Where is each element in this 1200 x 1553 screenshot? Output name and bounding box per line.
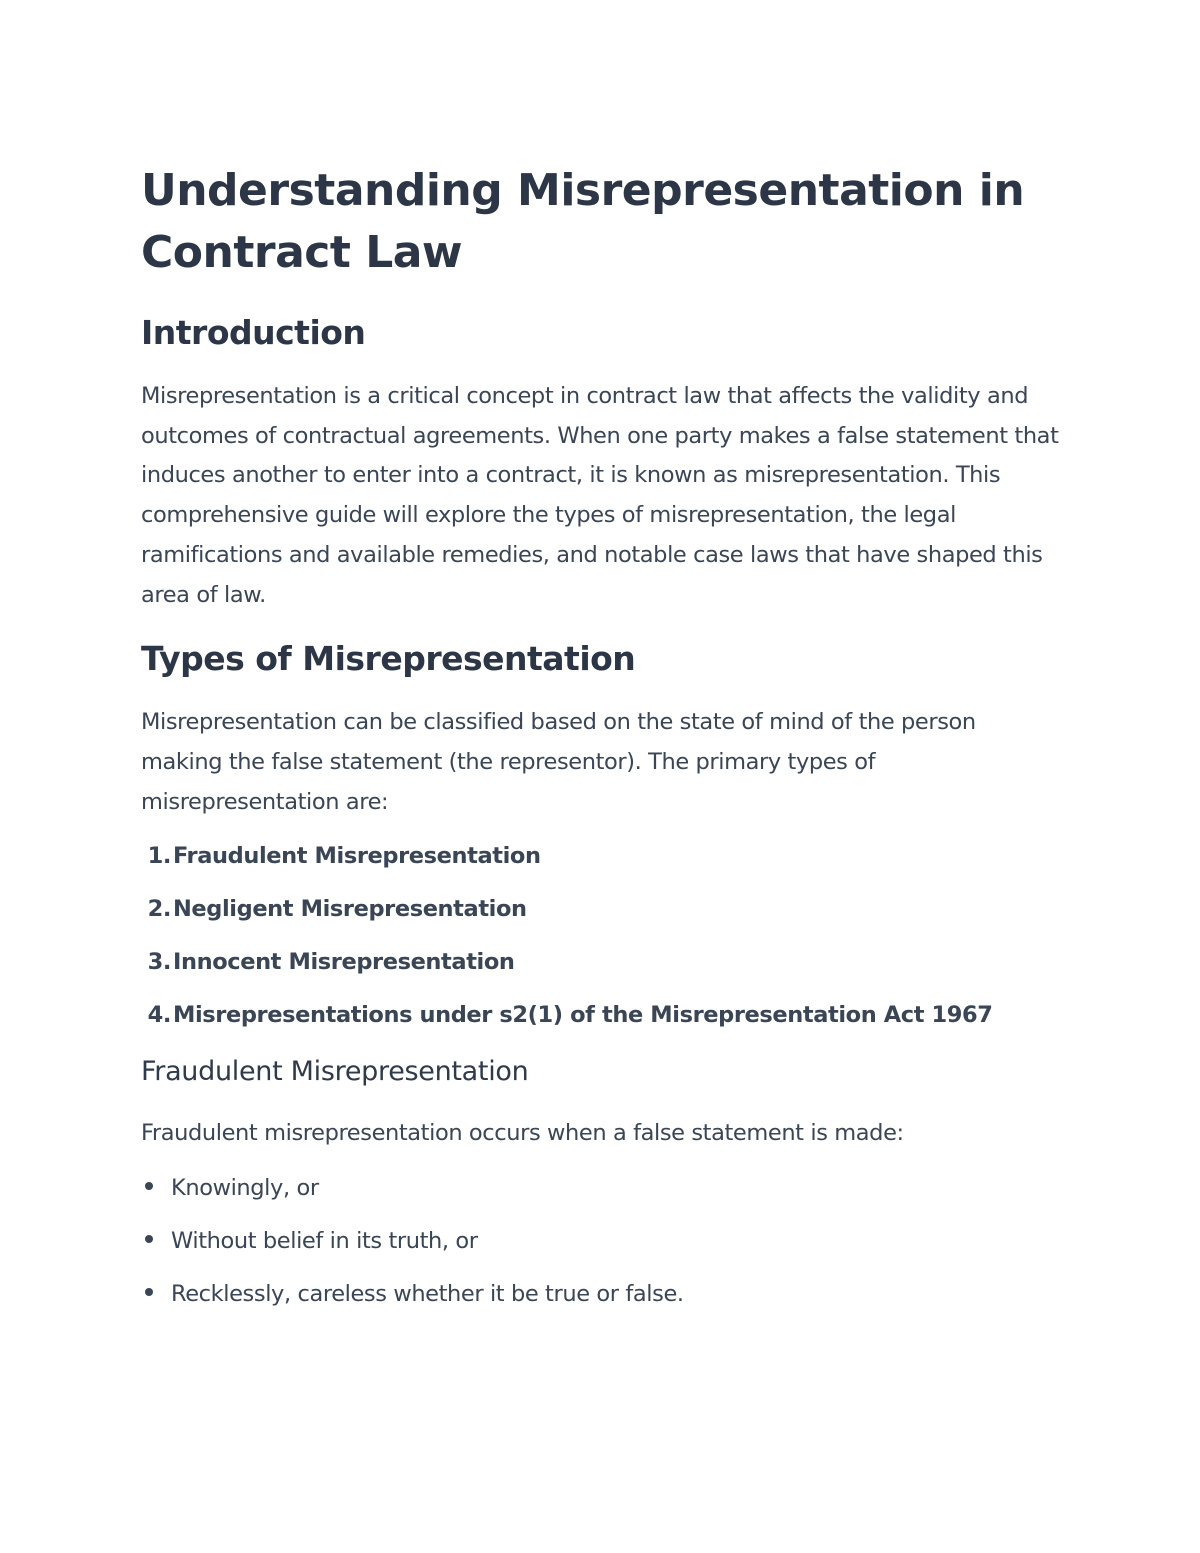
list-item-text: Recklessly, careless whether it be true or false. — [171, 1281, 684, 1308]
list-item — [141, 999, 1061, 1031]
list-item — [141, 1225, 1061, 1257]
list-item-number: 3. — [147, 949, 171, 976]
document-page — [141, 160, 1061, 1331]
list-item — [141, 893, 1061, 925]
list-item-number: 1. — [147, 843, 171, 870]
list-item — [141, 1172, 1061, 1204]
fraudulent-heading: Fraudulent Misrepresentation — [141, 1056, 529, 1088]
fraudulent-paragraph: Fraudulent misrepresentation occurs when a false statement is made: — [141, 1120, 904, 1147]
types-list — [141, 840, 1061, 1031]
types-paragraph: Misrepresentation can be classified based on the state of mind of the person making the false statement (the representor). The primary types of misrepresentation are: — [141, 709, 976, 815]
document-title: Understanding Misrepresentation in Contract Law — [141, 165, 1025, 278]
list-item — [141, 840, 1061, 872]
list-item-number: 2. — [147, 896, 171, 923]
list-item-label: Negligent Misrepresentation — [173, 896, 527, 923]
list-item-label: Innocent Misrepresentation — [173, 949, 515, 976]
list-item-number: 4. — [147, 1002, 171, 1029]
list-item — [141, 1278, 1061, 1310]
list-item-text: Knowingly, or — [171, 1175, 319, 1202]
list-item — [141, 946, 1061, 978]
introduction-paragraph: Misrepresentation is a critical concept in contract law that affects the validity and outcomes of contractual agreements. When one party makes a false statement that induces another to enter into a contract, it is known as misrepresentation. This comprehensive guide will explore the types of misrepresentation, the legal ramifications and available remedies, and notable case laws that have shaped this area of law. — [141, 383, 1059, 608]
list-item-text: Without belief in its truth, or — [171, 1228, 478, 1255]
list-item-label: Misrepresentations under s2(1) of the Misrepresentation Act 1967 — [173, 1002, 993, 1029]
introduction-heading: Introduction — [141, 313, 366, 352]
fraudulent-bullet-list — [141, 1172, 1061, 1310]
list-item-label: Fraudulent Misrepresentation — [173, 843, 541, 870]
types-heading: Types of Misrepresentation — [141, 639, 636, 679]
